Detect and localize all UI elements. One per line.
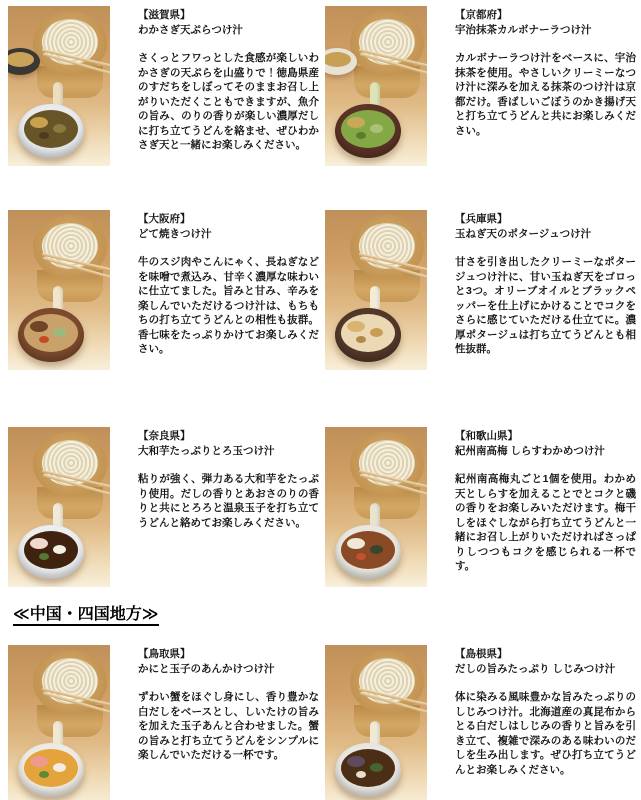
prefecture-label: 【和歌山県】 xyxy=(455,430,518,442)
dipping-broth-illustration xyxy=(341,749,395,787)
dipping-bowl-illustration xyxy=(18,743,84,797)
tempura-plate-illustration xyxy=(325,48,357,75)
topping-illustration xyxy=(30,756,48,767)
dish-heading xyxy=(138,647,319,676)
dish-title: 宇治抹茶カルボナーラつけ汁 xyxy=(455,23,592,36)
dish-title: かにと玉子のあんかけつけ汁 xyxy=(138,662,275,675)
dish-description: ずわい蟹をほぐし身にし、香り豊かな白だしをベースとし、しいたけの旨みを加えた玉子あんと合わせました。蟹の旨みと打ち立てうどんをシンプルに楽しんでいただける一杯です。 xyxy=(138,691,319,761)
topping-illustration xyxy=(356,132,366,139)
dish-heading xyxy=(455,8,636,37)
dish-text-block xyxy=(455,8,636,138)
dipping-broth-illustration xyxy=(24,749,78,787)
topping-illustration xyxy=(39,553,49,560)
wooden-bucket-rim-illustration xyxy=(350,432,424,496)
dish-photo xyxy=(8,645,110,800)
dish-card xyxy=(325,427,637,632)
prefecture-label: 【奈良県】 xyxy=(138,430,191,442)
dipping-bowl-illustration xyxy=(335,525,401,579)
prefecture-label: 【兵庫県】 xyxy=(455,213,508,225)
dish-heading xyxy=(138,212,319,241)
dish-description: さくっとフワっとした食感が楽しいわかさぎの天ぷらを山盛りで！徳島県産のすだちをしぼってそのままお召し上がりいただくこともできますが、魚介の旨み、のりの香りが楽しい濃厚だしに打ち立てうどんを絡ませ、ぜひわかさぎ天と一緒にお楽しみください。 xyxy=(138,52,319,151)
dipping-broth-illustration xyxy=(24,110,78,148)
dipping-bowl-illustration xyxy=(18,525,84,579)
tempura-plate-illustration xyxy=(8,48,40,75)
topping-illustration xyxy=(347,321,365,332)
dipping-bowl-illustration xyxy=(18,104,84,158)
dish-title: どて焼きつけ汁 xyxy=(138,227,212,240)
dish-text-block xyxy=(455,429,636,574)
dish-text-block xyxy=(138,8,319,153)
prefecture-label: 【島根県】 xyxy=(455,648,508,660)
dipping-broth-illustration xyxy=(24,314,78,352)
dish-text-block xyxy=(138,429,319,530)
dish-card xyxy=(8,210,320,415)
topping-illustration xyxy=(347,117,365,128)
prefecture-label: 【京都府】 xyxy=(455,9,508,21)
topping-illustration xyxy=(370,545,383,554)
dipping-bowl-illustration xyxy=(335,743,401,797)
dipping-bowl-illustration xyxy=(18,308,84,362)
section-heading-text: ≪中国・四国地方≫ xyxy=(13,606,159,626)
dish-text-block xyxy=(138,647,319,763)
dish-card xyxy=(325,6,637,211)
dish-card xyxy=(325,645,637,800)
topping-illustration xyxy=(39,132,49,139)
topping-illustration xyxy=(53,763,66,772)
dish-title: 大和芋たっぷりとろ玉つけ汁 xyxy=(138,444,275,457)
wooden-bucket-rim-illustration xyxy=(33,215,107,279)
dish-text-block xyxy=(455,647,636,777)
prefecture-label: 【鳥取県】 xyxy=(138,648,191,660)
topping-illustration xyxy=(30,321,48,332)
dish-text-block xyxy=(138,212,319,357)
topping-illustration xyxy=(347,538,365,549)
dish-heading xyxy=(455,429,636,458)
dish-photo xyxy=(8,427,110,587)
dish-card xyxy=(325,210,637,415)
dish-photo xyxy=(325,645,427,800)
topping-illustration xyxy=(53,124,66,133)
dish-heading xyxy=(138,8,319,37)
dish-title: だしの旨みたっぷり しじみつけ汁 xyxy=(455,662,616,675)
topping-illustration xyxy=(30,117,48,128)
dish-photo xyxy=(8,210,110,370)
dish-card xyxy=(8,427,320,632)
dish-photo xyxy=(325,427,427,587)
dish-description: カルボナーラつけ汁をベースに、宇治抹茶を使用。やさしいクリーミーなつけ汁に深みを加える抹茶のつけ汁は京都だけ。香ばしいごぼうのかき揚げ天と打ち立てうどんと共にお楽しみください。 xyxy=(455,52,636,137)
dish-card xyxy=(8,645,320,800)
dipping-broth-illustration xyxy=(341,531,395,569)
topping-illustration xyxy=(30,538,48,549)
topping-illustration xyxy=(356,336,366,343)
topping-illustration xyxy=(370,763,383,772)
dish-description: 体に染みる風味豊かな旨みたっぷりのしじみつけ汁。北海道産の真昆布からとる白だしはしじみの香りと旨みを引き立て、複雑で深みのある味わいのだしを生み出します。ぜひ打ち立てうどんとお楽しみください。 xyxy=(455,691,636,776)
dish-heading xyxy=(138,429,319,458)
wooden-bucket-rim-illustration xyxy=(350,215,424,279)
wooden-bucket-rim-illustration xyxy=(350,11,424,75)
wooden-bucket-rim-illustration xyxy=(33,650,107,714)
wooden-bucket-rim-illustration xyxy=(33,11,107,75)
dipping-broth-illustration xyxy=(24,531,78,569)
dish-description: 粘りが強く、弾力ある大和芋をたっぷり使用。だしの香りとあおさのりの香りと共にとろろと温泉玉子を打ち立てうどんと絡めてお楽しみください。 xyxy=(138,473,319,529)
topping-illustration xyxy=(53,545,66,554)
dish-description: 紀州南高梅丸ごと1個を使用。わかめ天としらすを加えることでとコクと磯の香りをお楽しみいただけます。梅干しをほぐしながら打ち立てうどんと一緒にお召し上がりいただければさっぱりしつつもコクを感じられる一杯です。 xyxy=(455,473,636,572)
dish-title: 玉ねぎ天のポタージュつけ汁 xyxy=(455,227,592,240)
dipping-broth-illustration xyxy=(341,110,395,148)
topping-illustration xyxy=(39,336,49,343)
topping-illustration xyxy=(356,553,366,560)
topping-illustration xyxy=(39,771,49,778)
dish-heading xyxy=(455,647,636,676)
topping-illustration xyxy=(370,124,383,133)
wooden-bucket-rim-illustration xyxy=(33,432,107,496)
dish-text-block xyxy=(455,212,636,357)
topping-illustration xyxy=(347,756,365,767)
prefecture-label: 【滋賀県】 xyxy=(138,9,191,21)
dish-card xyxy=(8,6,320,211)
dish-title: わかさぎ天ぷらつけ汁 xyxy=(138,23,243,36)
dipping-bowl-illustration xyxy=(335,308,401,362)
dipping-broth-illustration xyxy=(341,314,395,352)
topping-illustration xyxy=(53,328,66,337)
dish-description: 牛のスジ肉やこんにゃく、長ねぎなどを味噌で煮込み、甘辛く濃厚な味わいに仕立てました。旨みと甘み、辛みを楽しんでいただけるつけ汁は、もちもちの打ち立てうどんとの相性も抜群。香七味をたっぷりかけてお楽しみください。 xyxy=(138,256,319,355)
dish-heading xyxy=(455,212,636,241)
topping-illustration xyxy=(356,771,366,778)
topping-illustration xyxy=(370,328,383,337)
wooden-bucket-rim-illustration xyxy=(350,650,424,714)
dish-photo xyxy=(8,6,110,166)
dish-description: 甘さを引き出したクリーミーなポタージュつけ汁に、甘い玉ねぎ天をゴロっと3つ。オリーブオイルとブラックペッパーを仕上げにかけることでコクをさらに感じていただける仕立てに。濃厚ポタージュは打ち立てうどんとも相性抜群。 xyxy=(455,256,636,355)
dish-title: 紀州南高梅 しらすわかめつけ汁 xyxy=(455,444,605,457)
dish-photo xyxy=(325,6,427,166)
prefecture-label: 【大阪府】 xyxy=(138,213,191,225)
dipping-bowl-illustration xyxy=(335,104,401,158)
dish-photo xyxy=(325,210,427,370)
